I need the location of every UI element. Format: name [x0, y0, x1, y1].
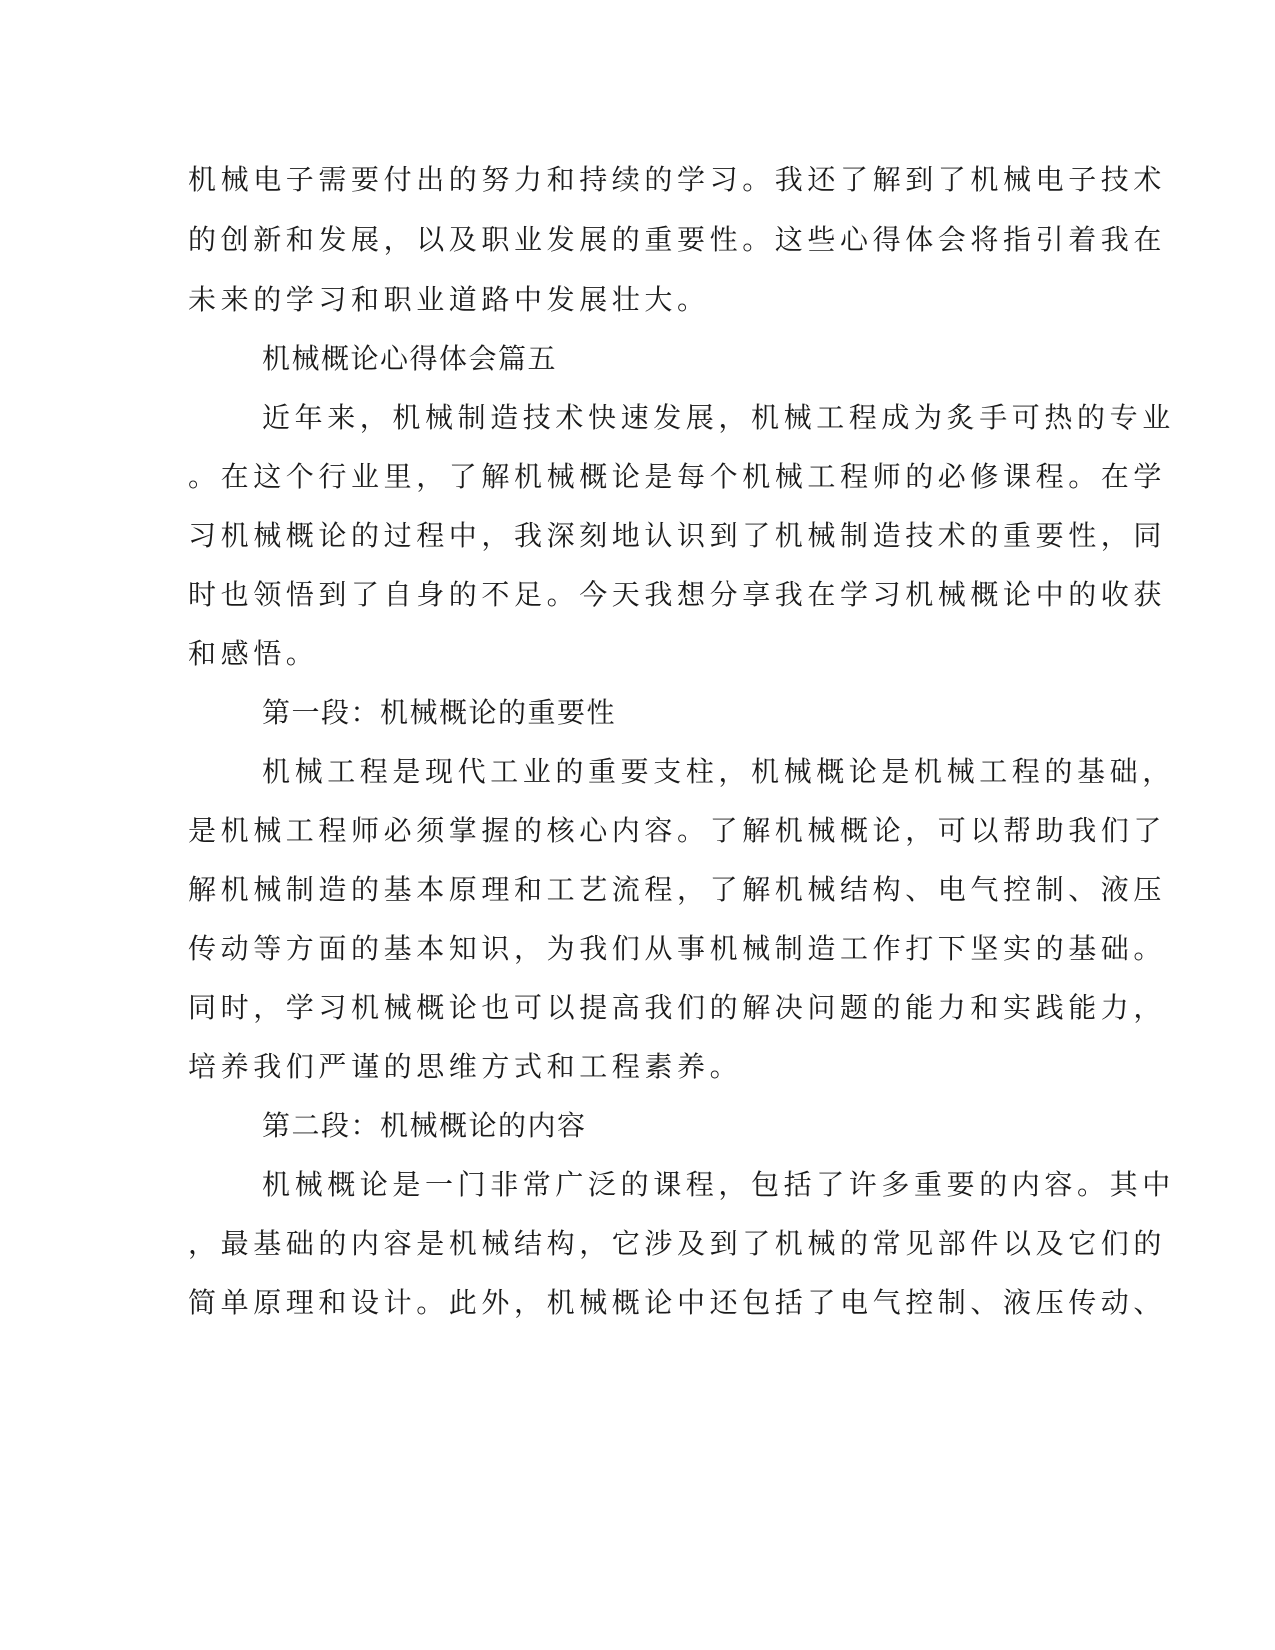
text-line: 时也领悟到了自身的不足。今天我想分享我在学习机械概论中的收获 [188, 578, 1167, 611]
text-line: 传动等方面的基本知识，为我们从事机械制造工作打下坚实的基础。 [188, 932, 1167, 965]
text-line: 同时，学习机械概论也可以提高我们的解决问题的能力和实践能力， [188, 991, 1167, 1024]
text-line: 解机械制造的基本原理和工艺流程，了解机械结构、电气控制、液压 [188, 873, 1167, 906]
text-line: 机械概论是一门非常广泛的课程，包括了许多重要的内容。其中 [262, 1168, 1175, 1201]
text-line: 的创新和发展，以及职业发展的重要性。这些心得体会将指引着我在 [188, 223, 1167, 256]
text-line: 未来的学习和职业道路中发展壮大。 [188, 283, 710, 316]
text-line: 机械工程是现代工业的重要支柱，机械概论是机械工程的基础， [262, 755, 1175, 788]
text-line: 和感悟。 [188, 637, 319, 670]
text-line: 简单原理和设计。此外，机械概论中还包括了电气控制、液压传动、 [188, 1286, 1167, 1319]
text-line: ，最基础的内容是机械结构，它涉及到了机械的常见部件以及它们的 [188, 1227, 1167, 1260]
section-title: 机械概论心得体会篇五 [262, 342, 558, 375]
text-line: 近年来，机械制造技术快速发展，机械工程成为炙手可热的专业 [262, 401, 1175, 434]
text-line: 培养我们严谨的思维方式和工程素养。 [188, 1050, 743, 1083]
text-line: 习机械概论的过程中，我深刻地认识到了机械制造技术的重要性，同 [188, 519, 1167, 552]
text-line: 是机械工程师必须掌握的核心内容。了解机械概论，可以帮助我们了 [188, 814, 1167, 847]
section-heading: 第二段：机械概论的内容 [262, 1109, 587, 1142]
section-heading: 第一段：机械概论的重要性 [262, 696, 617, 729]
text-line: 。在这个行业里，了解机械概论是每个机械工程师的必修课程。在学 [188, 460, 1167, 493]
text-line: 机械电子需要付出的努力和持续的学习。我还了解到了机械电子技术 [188, 163, 1167, 196]
